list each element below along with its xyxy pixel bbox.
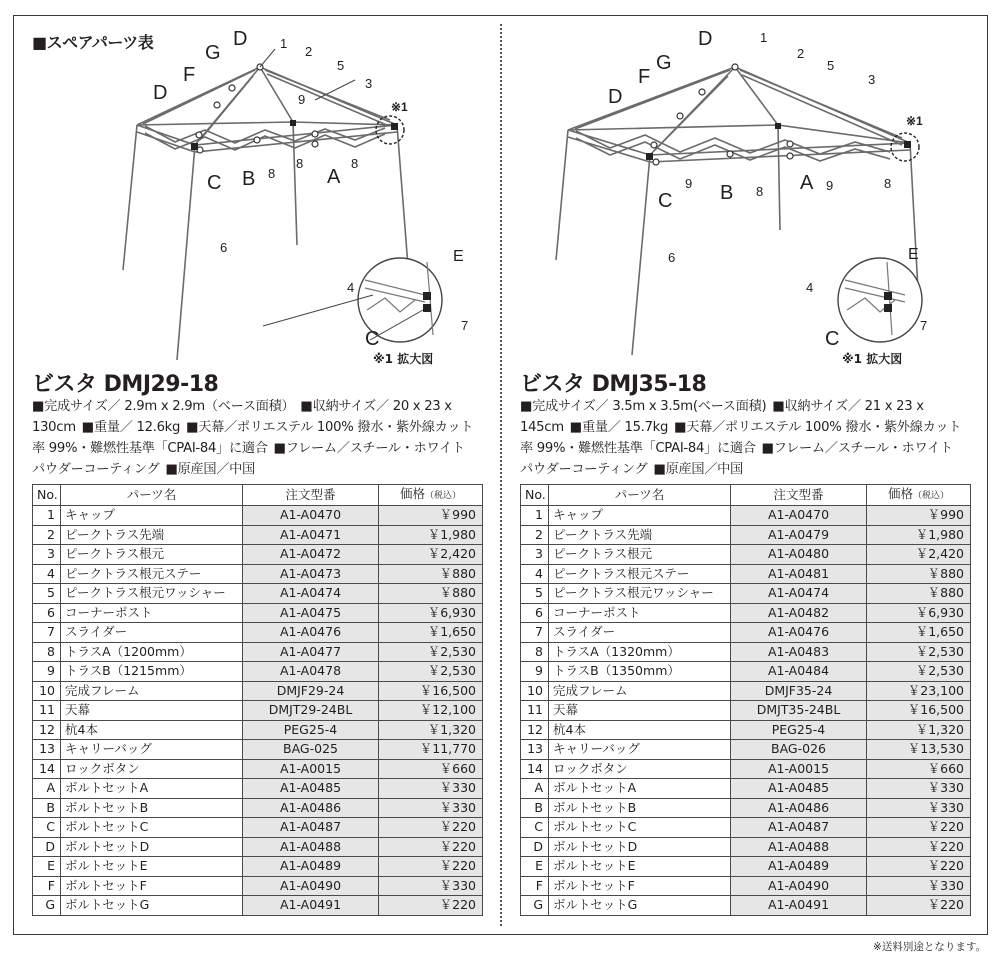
column-header-order-code: 注文型番 <box>731 485 867 506</box>
cell-order-code: A1-A0489 <box>731 857 867 877</box>
diagram-label: 9 <box>826 178 834 193</box>
cell-part-name: ボルトセットB <box>61 798 243 818</box>
table-row <box>521 506 971 526</box>
diagram-label: E <box>453 248 464 265</box>
cell-part-name: キャップ <box>549 506 731 526</box>
cell-price: ￥220 <box>867 896 971 916</box>
cell-no: 6 <box>521 603 549 623</box>
cell-order-code: A1-A0490 <box>243 876 379 896</box>
diagram-label: D <box>608 86 623 108</box>
table-row <box>33 798 483 818</box>
cell-price: ￥880 <box>867 564 971 584</box>
cell-price: ￥13,530 <box>867 740 971 760</box>
parts-table-dmj29 <box>32 484 483 916</box>
cell-price: ￥330 <box>867 798 971 818</box>
shipping-footnote: ※送料別途となります。 <box>873 941 986 953</box>
cell-price: ￥660 <box>867 759 971 779</box>
table-row <box>521 623 971 643</box>
cell-part-name: ピークトラス根元 <box>61 545 243 565</box>
cell-order-code: DMJF35-24 <box>731 681 867 701</box>
spec-item: ■完成サイズ／ 3.5m x 3.5m(ベース面積) <box>520 399 767 414</box>
spec-text-dmj29 <box>32 396 477 480</box>
cell-price: ￥1,980 <box>867 525 971 545</box>
cell-order-code: A1-A0476 <box>243 623 379 643</box>
diagram-label: 8 <box>351 156 359 171</box>
cell-price: ￥220 <box>867 837 971 857</box>
cell-no: 1 <box>33 506 61 526</box>
table-row <box>33 584 483 604</box>
cell-no: 3 <box>33 545 61 565</box>
table-row <box>33 779 483 799</box>
table-row <box>521 545 971 565</box>
diagram-label: 7 <box>461 318 469 333</box>
table-row <box>521 564 971 584</box>
diagram-label: D <box>698 28 713 50</box>
column-header-price <box>867 485 971 506</box>
cell-part-name: 天幕 <box>549 701 731 721</box>
diagram-label: F <box>183 64 196 86</box>
spec-item: ■原産国／中国 <box>165 462 255 477</box>
callout-label: ※1 <box>391 100 408 114</box>
diagram-label: 3 <box>868 72 876 87</box>
cell-price: ￥2,530 <box>379 662 483 682</box>
cell-order-code: A1-A0486 <box>731 798 867 818</box>
callout-label: ※1 <box>906 114 923 128</box>
diagram-label: 7 <box>920 318 928 333</box>
cell-order-code: A1-A0487 <box>243 818 379 838</box>
parts-table-body <box>33 506 483 916</box>
cell-no: 6 <box>33 603 61 623</box>
cell-no: E <box>521 857 549 877</box>
cell-no: 5 <box>521 584 549 604</box>
cell-part-name: ボルトセットE <box>61 857 243 877</box>
cell-part-name: ボルトセットD <box>549 837 731 857</box>
cell-no: E <box>33 857 61 877</box>
column-header-part-name: パーツ名 <box>61 485 243 506</box>
cell-price: ￥990 <box>867 506 971 526</box>
cell-order-code: DMJT29-24BL <box>243 701 379 721</box>
diagram-label: 8 <box>884 176 892 191</box>
table-row <box>33 818 483 838</box>
diagram-label: G <box>656 52 672 74</box>
cell-part-name: ロックボタン <box>549 759 731 779</box>
table-row <box>33 740 483 760</box>
cell-order-code: A1-A0472 <box>243 545 379 565</box>
diagram-label: 6 <box>220 240 228 255</box>
cell-price: ￥6,930 <box>867 603 971 623</box>
cell-price: ￥330 <box>379 798 483 818</box>
table-row <box>521 740 971 760</box>
cell-order-code: A1-A0490 <box>731 876 867 896</box>
cell-part-name: ボルトセットA <box>549 779 731 799</box>
product-title-dmj29: ビスタ DMJ29-18 <box>32 372 219 397</box>
table-row <box>33 603 483 623</box>
frame-diagram-dmj29 <box>115 30 475 370</box>
spec-text-dmj35 <box>520 396 965 480</box>
cell-no: 4 <box>521 564 549 584</box>
cell-part-name: コーナーポスト <box>549 603 731 623</box>
cell-part-name: トラスB（1215mm） <box>61 662 243 682</box>
cell-no: 12 <box>521 720 549 740</box>
cell-price: ￥16,500 <box>379 681 483 701</box>
diagram-label: F <box>638 66 651 88</box>
diagram-label: 2 <box>797 46 805 61</box>
table-row <box>521 603 971 623</box>
cell-order-code: A1-A0491 <box>243 896 379 916</box>
cell-price: ￥880 <box>379 584 483 604</box>
table-row <box>521 642 971 662</box>
cell-no: F <box>33 876 61 896</box>
cell-order-code: BAG-025 <box>243 740 379 760</box>
cell-price: ￥1,650 <box>379 623 483 643</box>
spec-item: ■収納サイズ／ 21 x 23 x 145cm <box>520 399 924 435</box>
cell-part-name: キャリーバッグ <box>61 740 243 760</box>
cell-order-code: A1-A0484 <box>731 662 867 682</box>
cell-price: ￥1,320 <box>379 720 483 740</box>
cell-part-name: スライダー <box>549 623 731 643</box>
table-row <box>521 857 971 877</box>
table-row <box>521 896 971 916</box>
cell-order-code: A1-A0471 <box>243 525 379 545</box>
spec-item: ■完成サイズ／ 2.9m x 2.9m（ベース面積） <box>32 399 295 414</box>
cell-price: ￥990 <box>379 506 483 526</box>
cell-price: ￥23,100 <box>867 681 971 701</box>
diagram-label: C <box>658 190 673 212</box>
cell-no: 9 <box>33 662 61 682</box>
section-title: ■スペアパーツ表 <box>32 33 154 52</box>
cell-no: 13 <box>33 740 61 760</box>
cell-no: 3 <box>521 545 549 565</box>
table-row <box>33 759 483 779</box>
cell-part-name: ボルトセットD <box>61 837 243 857</box>
cell-price: ￥220 <box>379 896 483 916</box>
cell-no: C <box>33 818 61 838</box>
diagram-label: 9 <box>685 176 693 191</box>
cell-price: ￥880 <box>379 564 483 584</box>
cell-price: ￥330 <box>867 876 971 896</box>
cell-no: 10 <box>33 681 61 701</box>
cell-part-name: ボルトセットA <box>61 779 243 799</box>
cell-part-name: ピークトラス先端 <box>549 525 731 545</box>
cell-no: 2 <box>521 525 549 545</box>
tent-frame-drawing-dmj29 <box>115 30 475 370</box>
table-row <box>521 701 971 721</box>
cell-price: ￥1,980 <box>379 525 483 545</box>
price-label: 価格 <box>399 486 425 501</box>
cell-part-name: ボルトセットC <box>549 818 731 838</box>
cell-price: ￥330 <box>379 876 483 896</box>
cell-no: F <box>521 876 549 896</box>
cell-order-code: A1-A0474 <box>731 584 867 604</box>
diagram-label: 5 <box>337 58 345 73</box>
table-row <box>33 623 483 643</box>
table-row <box>33 525 483 545</box>
table-row <box>521 759 971 779</box>
diagram-label: G <box>205 42 221 64</box>
table-row <box>33 701 483 721</box>
cell-part-name: ボルトセットB <box>549 798 731 818</box>
cell-order-code: DMJF29-24 <box>243 681 379 701</box>
cell-no: B <box>33 798 61 818</box>
table-row <box>521 662 971 682</box>
cell-part-name: トラスB（1350mm） <box>549 662 731 682</box>
table-row <box>521 837 971 857</box>
column-header-no: No. <box>33 485 61 506</box>
cell-order-code: BAG-026 <box>731 740 867 760</box>
cell-order-code: A1-A0015 <box>243 759 379 779</box>
table-header-row <box>33 485 483 506</box>
diagram-label: 8 <box>756 184 764 199</box>
spec-item: ■収納サイズ／ 20 x 23 x 130cm <box>32 399 452 435</box>
table-row <box>33 681 483 701</box>
cell-no: 9 <box>521 662 549 682</box>
zoom-caption: ※1 拡大図 <box>373 352 434 366</box>
table-row <box>521 681 971 701</box>
column-divider <box>500 24 502 926</box>
cell-no: 8 <box>33 642 61 662</box>
table-row <box>521 525 971 545</box>
table-row <box>33 545 483 565</box>
cell-part-name: ピークトラス根元ステー <box>61 564 243 584</box>
diagram-label: 1 <box>760 30 768 45</box>
cell-no: 14 <box>521 759 549 779</box>
tent-frame-drawing-dmj35 <box>540 30 950 370</box>
cell-order-code: A1-A0015 <box>731 759 867 779</box>
cell-no: 10 <box>521 681 549 701</box>
cell-part-name: スライダー <box>61 623 243 643</box>
cell-price: ￥6,930 <box>379 603 483 623</box>
spec-item: ■重量／ 15.7kg <box>569 420 669 435</box>
diagram-label: 8 <box>296 156 304 171</box>
spec-item: ■原産国／中国 <box>653 462 743 477</box>
table-row <box>33 662 483 682</box>
cell-order-code: A1-A0488 <box>731 837 867 857</box>
cell-price: ￥660 <box>379 759 483 779</box>
cell-no: G <box>521 896 549 916</box>
cell-part-name: ボルトセットE <box>549 857 731 877</box>
diagram-label: E <box>908 246 919 263</box>
diagram-label: 3 <box>365 76 373 91</box>
diagram-label: 2 <box>305 44 313 59</box>
cell-price: ￥2,420 <box>867 545 971 565</box>
cell-price: ￥2,530 <box>867 642 971 662</box>
cell-no: 8 <box>521 642 549 662</box>
cell-order-code: DMJT35-24BL <box>731 701 867 721</box>
column-header-price <box>379 485 483 506</box>
cell-part-name: ボルトセットF <box>549 876 731 896</box>
table-row <box>33 720 483 740</box>
parts-table-body <box>521 506 971 916</box>
cell-order-code: A1-A0476 <box>731 623 867 643</box>
cell-part-name: コーナーポスト <box>61 603 243 623</box>
diagram-label: B <box>720 182 734 204</box>
cell-no: B <box>521 798 549 818</box>
cell-no: A <box>521 779 549 799</box>
spec-item: ■天幕／ポリエステル 100% 撥水・紫外線カット率 99%・難燃性基準「CPAI-84」に適合 <box>32 420 474 456</box>
table-row <box>521 779 971 799</box>
cell-part-name: ボルトセットC <box>61 818 243 838</box>
cell-price: ￥220 <box>379 818 483 838</box>
diagram-label: C <box>365 328 380 350</box>
table-header-row <box>521 485 971 506</box>
cell-order-code: A1-A0480 <box>731 545 867 565</box>
cell-order-code: A1-A0491 <box>731 896 867 916</box>
diagram-label: 1 <box>280 36 288 51</box>
diagram-label: 4 <box>347 280 355 295</box>
cell-no: 4 <box>33 564 61 584</box>
diagram-label: 4 <box>806 280 814 295</box>
cell-part-name: ロックボタン <box>61 759 243 779</box>
diagram-label: D <box>153 82 168 104</box>
cell-no: D <box>33 837 61 857</box>
cell-order-code: A1-A0489 <box>243 857 379 877</box>
cell-part-name: ピークトラス根元ワッシャー <box>549 584 731 604</box>
cell-no: C <box>521 818 549 838</box>
cell-no: 11 <box>33 701 61 721</box>
cell-no: G <box>33 896 61 916</box>
cell-price: ￥16,500 <box>867 701 971 721</box>
cell-order-code: A1-A0485 <box>243 779 379 799</box>
column-header-part-name: パーツ名 <box>549 485 731 506</box>
cell-price: ￥1,650 <box>867 623 971 643</box>
spec-item: ■天幕／ポリエステル 100% 撥水・紫外線カット率 99%・難燃性基準「CPAI-84」に適合 <box>520 420 962 456</box>
cell-no: 2 <box>33 525 61 545</box>
cell-order-code: A1-A0481 <box>731 564 867 584</box>
diagram-label: C <box>825 328 840 350</box>
product-title-dmj35: ビスタ DMJ35-18 <box>520 372 707 397</box>
cell-part-name: 完成フレーム <box>549 681 731 701</box>
cell-order-code: A1-A0477 <box>243 642 379 662</box>
cell-price: ￥330 <box>379 779 483 799</box>
diagram-label: 9 <box>298 92 306 107</box>
table-row <box>521 798 971 818</box>
table-row <box>521 876 971 896</box>
cell-order-code: A1-A0479 <box>731 525 867 545</box>
cell-order-code: A1-A0486 <box>243 798 379 818</box>
cell-price: ￥12,100 <box>379 701 483 721</box>
table-row <box>33 876 483 896</box>
cell-no: 1 <box>521 506 549 526</box>
diagram-label: 8 <box>268 166 276 181</box>
cell-no: 13 <box>521 740 549 760</box>
cell-part-name: ボルトセットG <box>549 896 731 916</box>
cell-part-name: ボルトセットF <box>61 876 243 896</box>
table-row <box>521 720 971 740</box>
cell-price: ￥330 <box>867 779 971 799</box>
cell-price: ￥1,320 <box>867 720 971 740</box>
cell-part-name: 完成フレーム <box>61 681 243 701</box>
cell-part-name: ピークトラス根元 <box>549 545 731 565</box>
cell-no: A <box>33 779 61 799</box>
cell-order-code: A1-A0483 <box>731 642 867 662</box>
column-header-no: No. <box>521 485 549 506</box>
cell-part-name: キャリーバッグ <box>549 740 731 760</box>
cell-price: ￥220 <box>867 857 971 877</box>
spec-item: ■フレーム／スチール・ホワイトパウダーコーティング <box>32 441 465 477</box>
cell-no: 14 <box>33 759 61 779</box>
cell-part-name: 天幕 <box>61 701 243 721</box>
cell-price: ￥220 <box>379 837 483 857</box>
table-row <box>33 857 483 877</box>
tax-included-label: （税込） <box>425 491 462 501</box>
cell-order-code: A1-A0475 <box>243 603 379 623</box>
diagram-label: 5 <box>827 58 835 73</box>
cell-part-name: ピークトラス根元ワッシャー <box>61 584 243 604</box>
table-row <box>521 818 971 838</box>
cell-part-name: トラスA（1320mm） <box>549 642 731 662</box>
cell-order-code: PEG25-4 <box>731 720 867 740</box>
table-row <box>33 642 483 662</box>
parts-table-dmj35 <box>520 484 971 916</box>
cell-order-code: A1-A0473 <box>243 564 379 584</box>
diagram-label: D <box>233 28 248 50</box>
diagram-label: C <box>207 172 222 194</box>
table-row <box>33 564 483 584</box>
tax-included-label: （税込） <box>913 491 950 501</box>
cell-no: 7 <box>33 623 61 643</box>
cell-price: ￥220 <box>379 857 483 877</box>
table-row <box>33 837 483 857</box>
zoom-caption: ※1 拡大図 <box>842 352 903 366</box>
cell-order-code: A1-A0470 <box>243 506 379 526</box>
cell-no: 5 <box>33 584 61 604</box>
column-header-order-code: 注文型番 <box>243 485 379 506</box>
cell-order-code: A1-A0470 <box>731 506 867 526</box>
cell-price: ￥2,530 <box>867 662 971 682</box>
cell-part-name: 杭4本 <box>61 720 243 740</box>
cell-price: ￥2,420 <box>379 545 483 565</box>
table-row <box>33 896 483 916</box>
cell-no: 7 <box>521 623 549 643</box>
cell-no: D <box>521 837 549 857</box>
cell-no: 12 <box>33 720 61 740</box>
table-row <box>33 506 483 526</box>
spec-item: ■フレーム／スチール・ホワイトパウダーコーティング <box>520 441 953 477</box>
diagram-label: A <box>800 172 814 194</box>
cell-order-code: A1-A0474 <box>243 584 379 604</box>
diagram-label: B <box>242 168 256 190</box>
cell-part-name: ピークトラス先端 <box>61 525 243 545</box>
cell-order-code: A1-A0485 <box>731 779 867 799</box>
cell-price: ￥880 <box>867 584 971 604</box>
cell-order-code: A1-A0488 <box>243 837 379 857</box>
cell-part-name: キャップ <box>61 506 243 526</box>
cell-no: 11 <box>521 701 549 721</box>
cell-part-name: トラスA（1200mm） <box>61 642 243 662</box>
spec-item: ■重量／ 12.6kg <box>81 420 181 435</box>
cell-order-code: A1-A0487 <box>731 818 867 838</box>
price-label: 価格 <box>887 486 913 501</box>
table-row <box>521 584 971 604</box>
diagram-label: 6 <box>668 250 676 265</box>
cell-part-name: 杭4本 <box>549 720 731 740</box>
cell-part-name: ボルトセットG <box>61 896 243 916</box>
frame-diagram-dmj35 <box>540 30 950 370</box>
cell-price: ￥2,530 <box>379 642 483 662</box>
cell-price: ￥11,770 <box>379 740 483 760</box>
cell-part-name: ピークトラス根元ステー <box>549 564 731 584</box>
cell-price: ￥220 <box>867 818 971 838</box>
cell-order-code: A1-A0478 <box>243 662 379 682</box>
diagram-label: A <box>327 166 341 188</box>
cell-order-code: A1-A0482 <box>731 603 867 623</box>
cell-order-code: PEG25-4 <box>243 720 379 740</box>
